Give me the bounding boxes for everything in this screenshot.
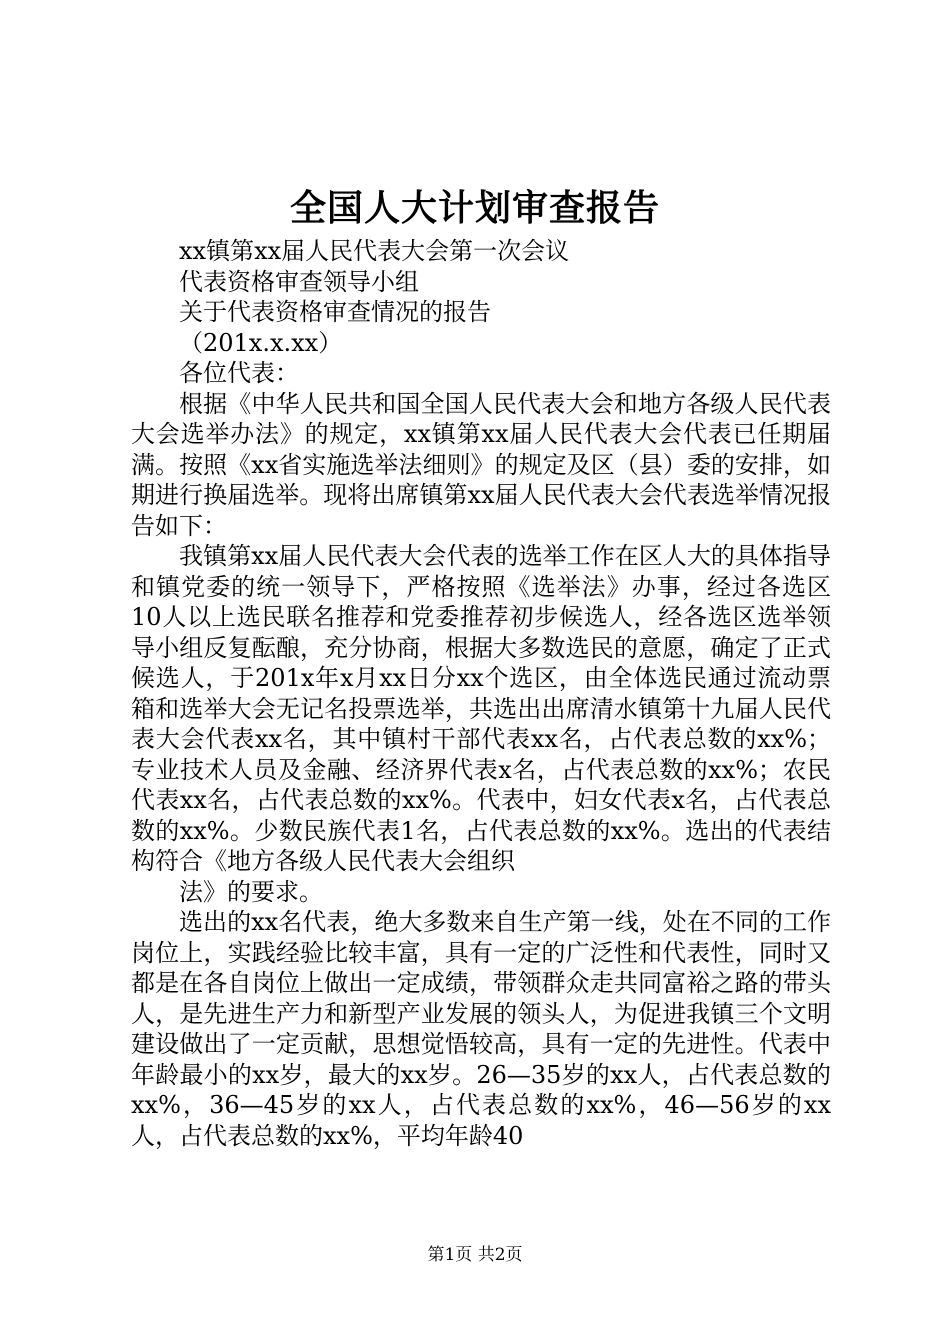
header-line-meeting: xx镇第xx届人民代表大会第一次会议: [179, 237, 570, 265]
salutation: 各位代表：: [179, 359, 299, 387]
page-footer: 第1页 共2页: [427, 1245, 523, 1265]
paragraph-intro: 根据《中华人民共和国全国人民代表大会和地方各级人民代表大会选举办法》的规定，xx镇第xx届人民代表大会代表已任期届满。按照《xx省实施选举法细则》的规定及区（县）委的安排，如期进行换届选举。现将出席镇第xx届人民代表大会代表选举情况报告如下：: [131, 389, 831, 540]
document-body: [131, 236, 831, 1151]
paragraph-representatives: 选出的xx名代表，绝大多数来自生产第一线，处在不同的工作岗位上，实践经验比较丰富，具有一定的广泛性和代表性，同时又都是在各自岗位上做出一定成绩，带领群众走共同富裕之路的带头人，是先进生产力和新型产业发展的领头人，为促进我镇三个文明建设做出了一定贡献，思想觉悟较高，具有一定的先进性。代表中年龄最小的xx岁，最大的xx岁。26—35岁的xx人，占代表总数的xx%，36—45岁的xx人，占代表总数的xx%，46—56岁的xx人，占代表总数的xx%，平均年龄40: [131, 908, 831, 1150]
header-line-report-title: 关于代表资格审查情况的报告: [179, 298, 491, 326]
document-title: 全国人大计划审查报告: [289, 187, 660, 229]
paragraph-continuation: 法》的要求。: [179, 877, 323, 906]
header-line-group: 代表资格审查领导小组: [179, 267, 419, 296]
header-line-date: （201x.x.xx）: [179, 328, 343, 357]
paragraph-election: 我镇第xx届人民代表大会代表的选举工作在区人大的具体指导和镇党委的统一领导下，严格按照《选举法》办事，经过各选区10人以上选民联名推荐和党委推荐初步候选人，经各选区选举领导小组反复酝酿，充分协商，根据大多数选民的意愿，确定了正式候选人，于201x年x月xx日分xx个选区，由全体选民通过流动票箱和选举大会无记名投票选举，共选出出席清水镇第十九届人民代表大会代表xx名，其中镇村干部代表xx名，占代表总数的xx%；专业技术人员及金融、经济界代表x名，占代表总数的xx%；农民代表xx名，占代表总数的xx%。代表中，妇女代表x名，占代表总数的xx%。少数民族代表1名，占代表总数的xx%。选出的代表结构符合《地方各级人民代表大会组织: [131, 542, 831, 875]
